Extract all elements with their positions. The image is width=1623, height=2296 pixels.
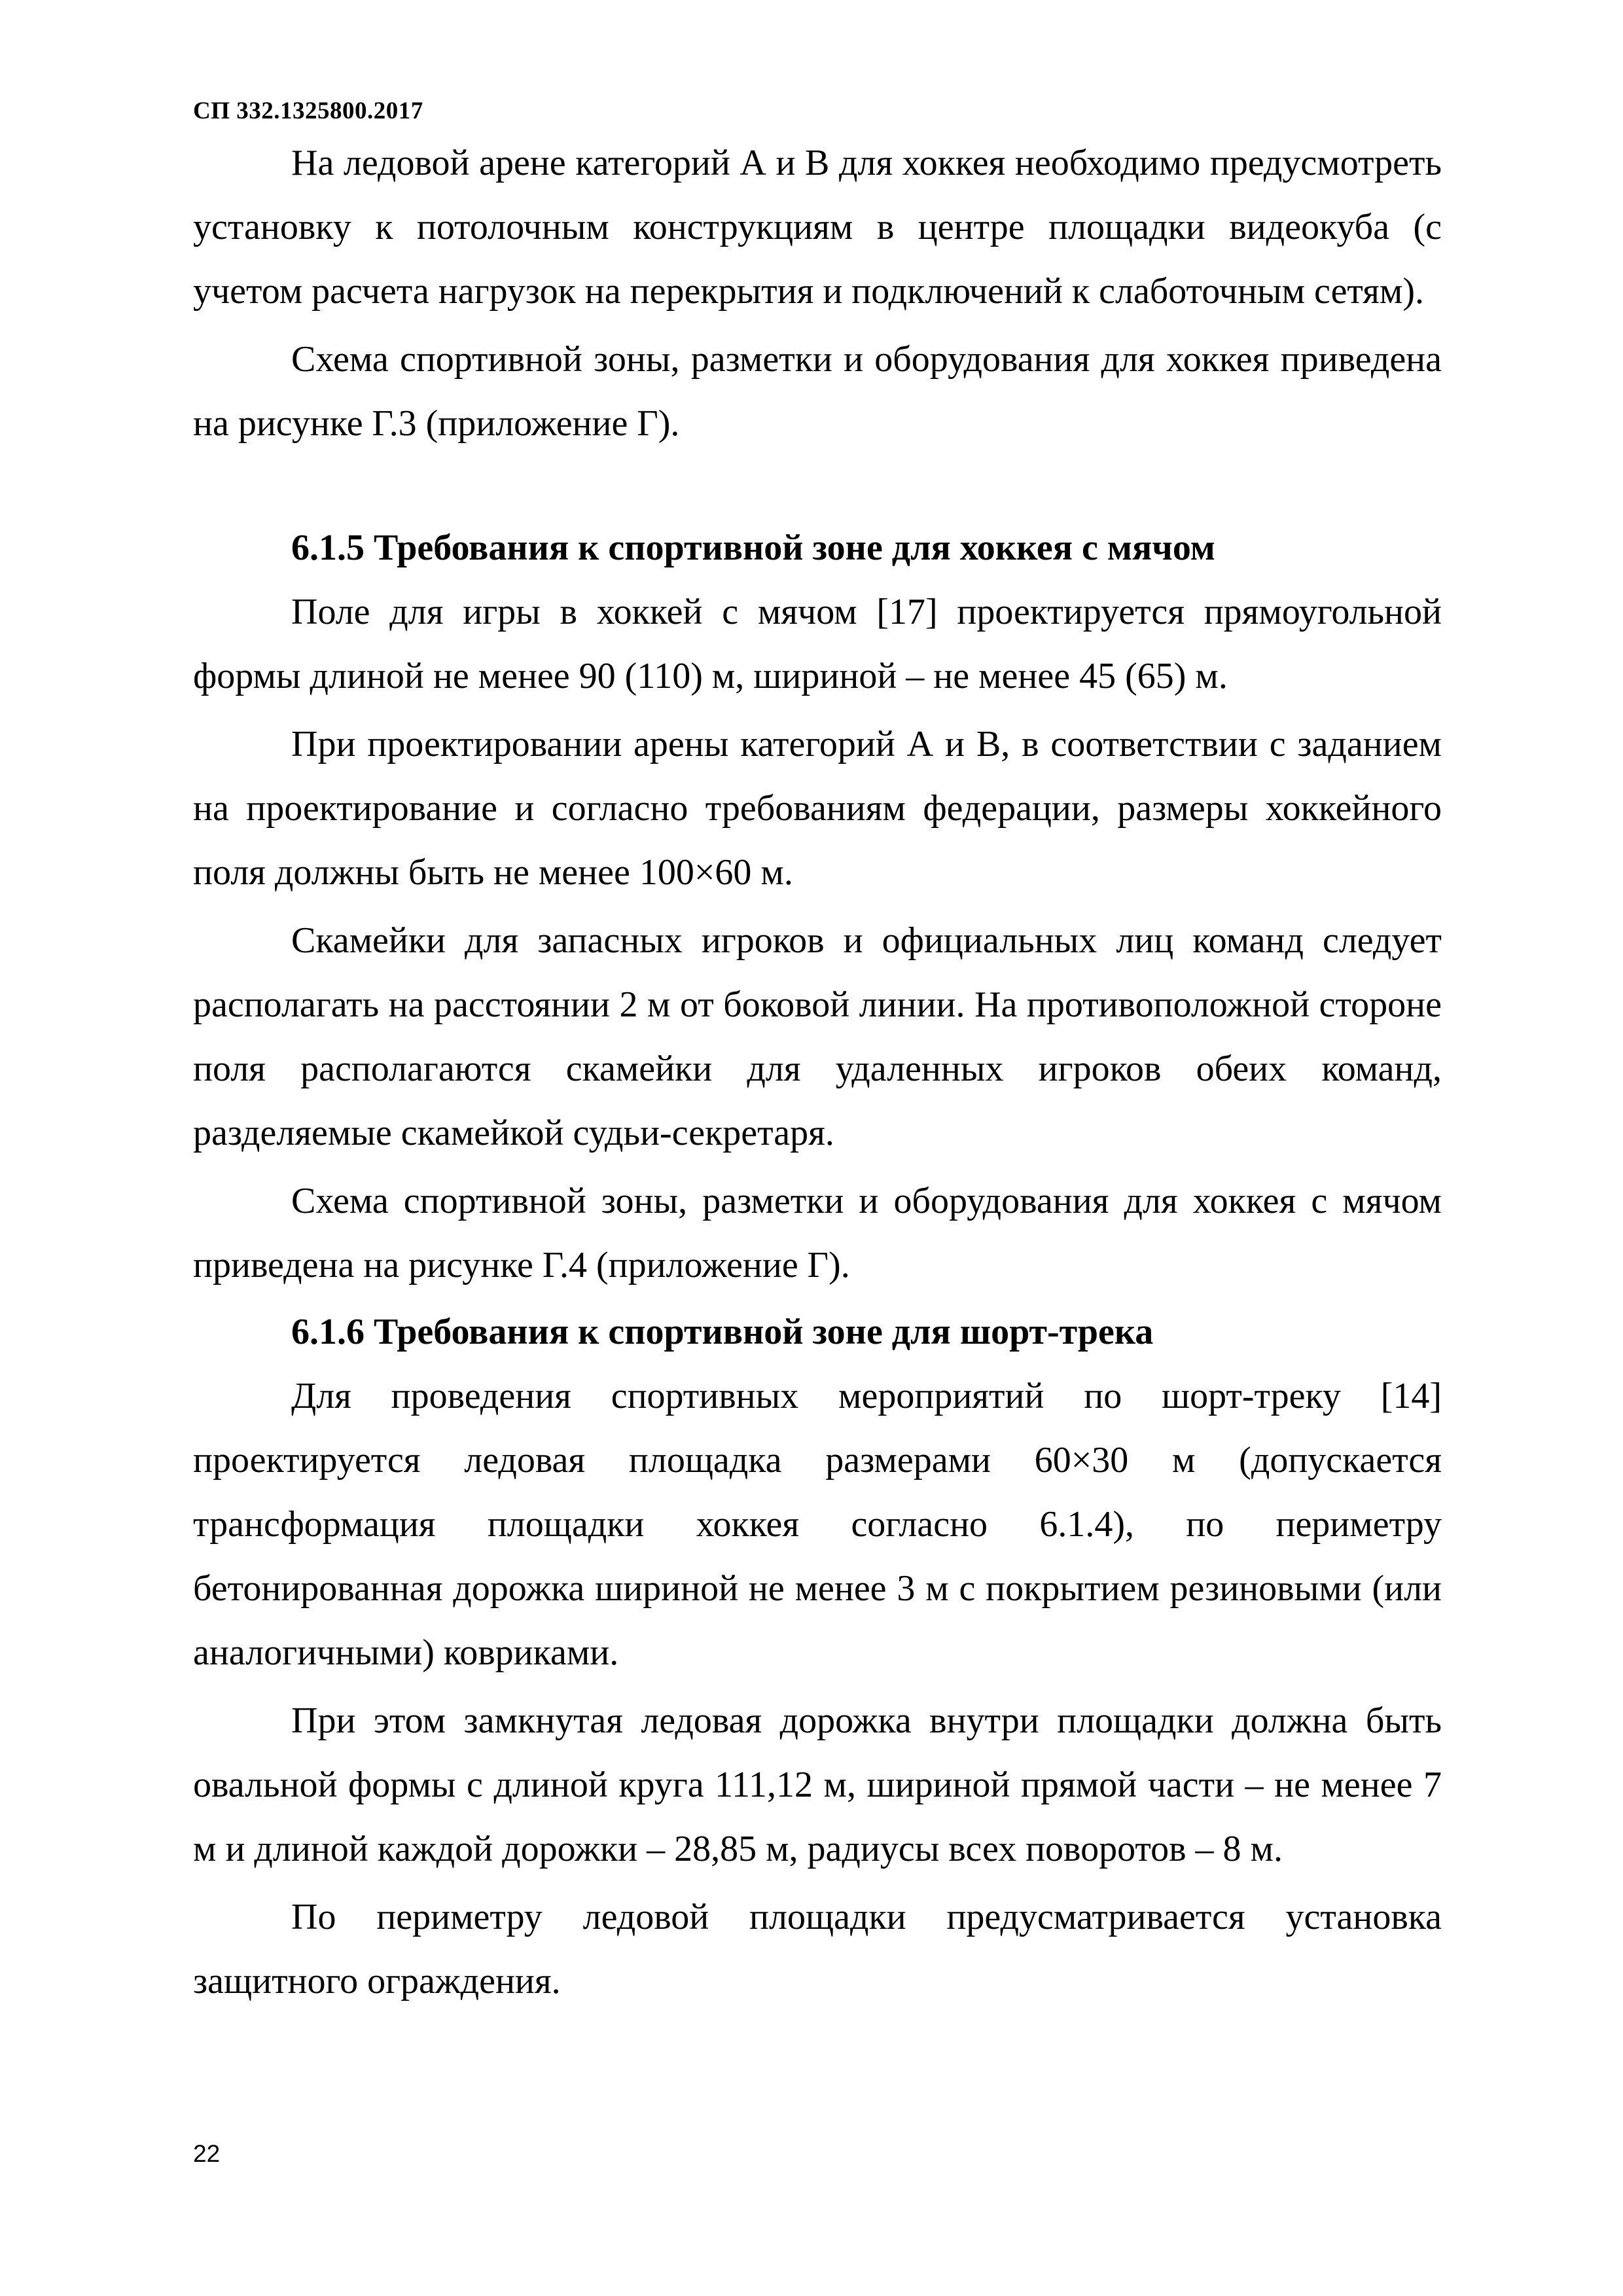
section-heading-6-1-5: 6.1.5 Требования к спортивной зоне для хоккея с мячом bbox=[291, 528, 1215, 568]
paragraph-bandy-field-size: Поле для игры в хоккей с мячом [17] проектируется прямоугольной формы длиной не менее 90 (110) м, шириной – не менее 45 (65) м. bbox=[193, 592, 1442, 696]
paragraph-hockey-scheme: Схема спортивной зоны, разметки и оборудования для хоккея приведена на рисунке Г.3 (приложение Г). bbox=[193, 339, 1442, 444]
paragraph-short-track-site: Для проведения спортивных мероприятий по шорт-треку [14] проектируется ледовая площадка размерами 60×30 м (допускается трансформация площадки хоккея согласно 6.1.4), по периметру бетонированная дорожка шириной не менее 3 м с покрытием резиновыми (или аналогичными) ковриками. bbox=[193, 1376, 1442, 1673]
paragraph-protective-fence: По периметру ледовой площадки предусматривается установка защитного ограждения. bbox=[193, 1897, 1442, 2001]
page-body bbox=[193, 131, 1442, 2013]
paragraph-oval-track: При этом замкнутая ледовая дорожка внутри площадки должна быть овальной формы с длиной круга 111,12 м, шириной прямой части – не менее 7 м и длиной каждой дорожки – 28,85 м, радиусы всех поворотов – 8 м. bbox=[193, 1700, 1442, 1869]
page-number: 22 bbox=[193, 2140, 221, 2167]
paragraph-arena-category-size: При проектировании арены категорий А и В, в соответствии с заданием на проектирование и согласно требованиям федерации, размеры хоккейного поля должны быть не менее 100×60 м. bbox=[193, 724, 1442, 893]
document-code-header: СП 332.1325800.2017 bbox=[193, 98, 423, 124]
paragraph-benches: Скамейки для запасных игроков и официальных лиц команд следует располагать на расстоянии 2 м от боковой линии. На противоположной стороне поля располагаются скамейки для удаленных игроков обеих команд, разделяемые скамейкой судьи-секретаря. bbox=[193, 920, 1442, 1153]
paragraph-videocube: На ледовой арене категорий А и В для хоккея необходимо предусмотреть установку к потолочным конструкциям в центре площадки видеокуба (с учетом расчета нагрузок на перекрытия и подключений к слаботочным сетям). bbox=[193, 143, 1442, 312]
paragraph-bandy-scheme: Схема спортивной зоны, разметки и оборудования для хоккея с мячом приведена на рисунке Г.4 (приложение Г). bbox=[193, 1181, 1442, 1285]
section-heading-6-1-6: 6.1.6 Требования к спортивной зоне для шорт-трека bbox=[291, 1312, 1154, 1352]
